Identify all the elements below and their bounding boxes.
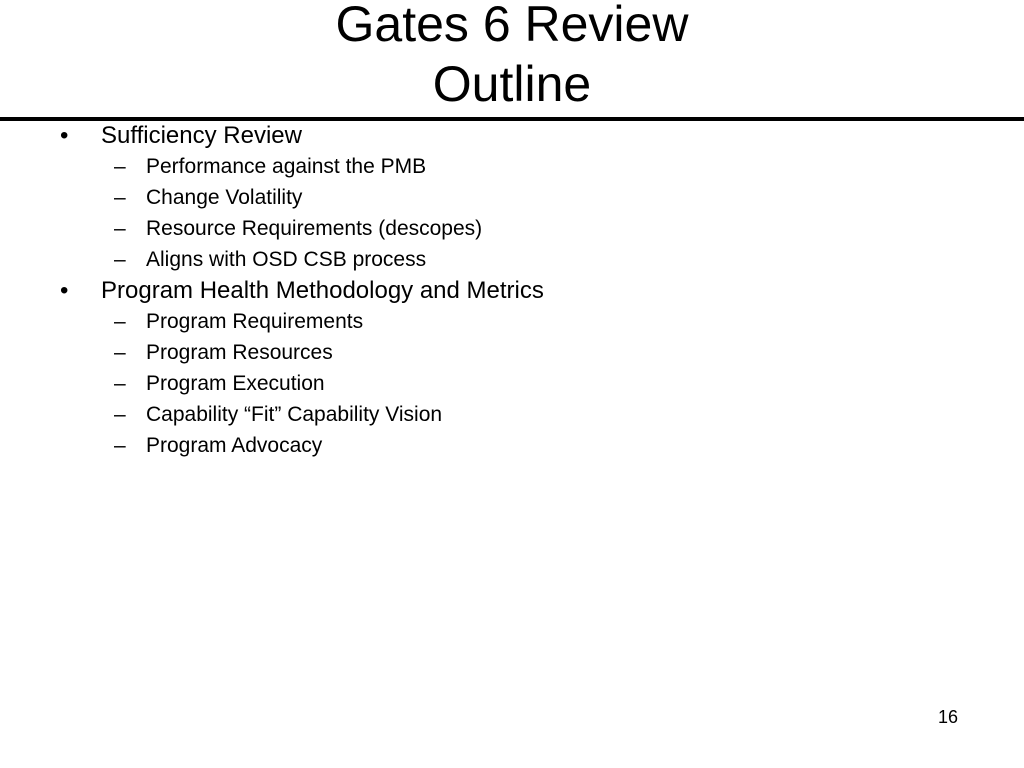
sub-bullet-item <box>0 213 1024 244</box>
dash-marker: – <box>114 310 126 333</box>
sub-bullet-item <box>0 244 1024 275</box>
sub-bullet-item <box>0 151 1024 182</box>
bullet-item <box>0 120 1024 151</box>
dash-marker: – <box>114 248 126 271</box>
dash-marker: – <box>114 186 126 209</box>
bullet-marker: • <box>60 122 69 149</box>
sub-bullet-item <box>0 399 1024 430</box>
sub-bullet-label: Capability “Fit” Capability Vision <box>146 403 443 426</box>
dash-marker: – <box>114 434 126 457</box>
dash-marker: – <box>114 217 126 240</box>
sub-bullet-label: Program Execution <box>146 372 325 395</box>
dash-marker: – <box>114 372 126 395</box>
sub-bullet-label: Change Volatility <box>146 186 303 209</box>
dash-marker: – <box>114 341 126 364</box>
sub-bullet-item <box>0 182 1024 213</box>
slide-title-line-2: Outline <box>432 56 592 112</box>
sub-bullet-label: Aligns with OSD CSB process <box>146 248 427 271</box>
sub-bullet-item <box>0 430 1024 461</box>
sub-bullet-item <box>0 368 1024 399</box>
sub-bullet-label: Performance against the PMB <box>146 155 427 178</box>
slide-title <box>0 0 1024 114</box>
bullet-label-program-health: Program Health Methodology and Metrics <box>101 277 544 304</box>
slide-title-line-1: Gates 6 Review <box>335 0 689 52</box>
sub-bullet-item <box>0 306 1024 337</box>
dash-marker: – <box>114 403 126 426</box>
outline-list <box>0 120 1024 461</box>
sub-bullet-label: Resource Requirements (descopes) <box>146 217 483 240</box>
bullet-item <box>0 275 1024 306</box>
sub-bullet-item <box>0 337 1024 368</box>
sub-bullet-label: Program Requirements <box>146 310 364 333</box>
page-number: 16 <box>938 707 959 727</box>
bullet-label-sufficiency-review: Sufficiency Review <box>101 122 302 149</box>
sub-bullet-label: Program Advocacy <box>146 434 323 457</box>
bullet-marker: • <box>60 277 69 304</box>
sub-bullet-label: Program Resources <box>146 341 333 364</box>
dash-marker: – <box>114 155 126 178</box>
